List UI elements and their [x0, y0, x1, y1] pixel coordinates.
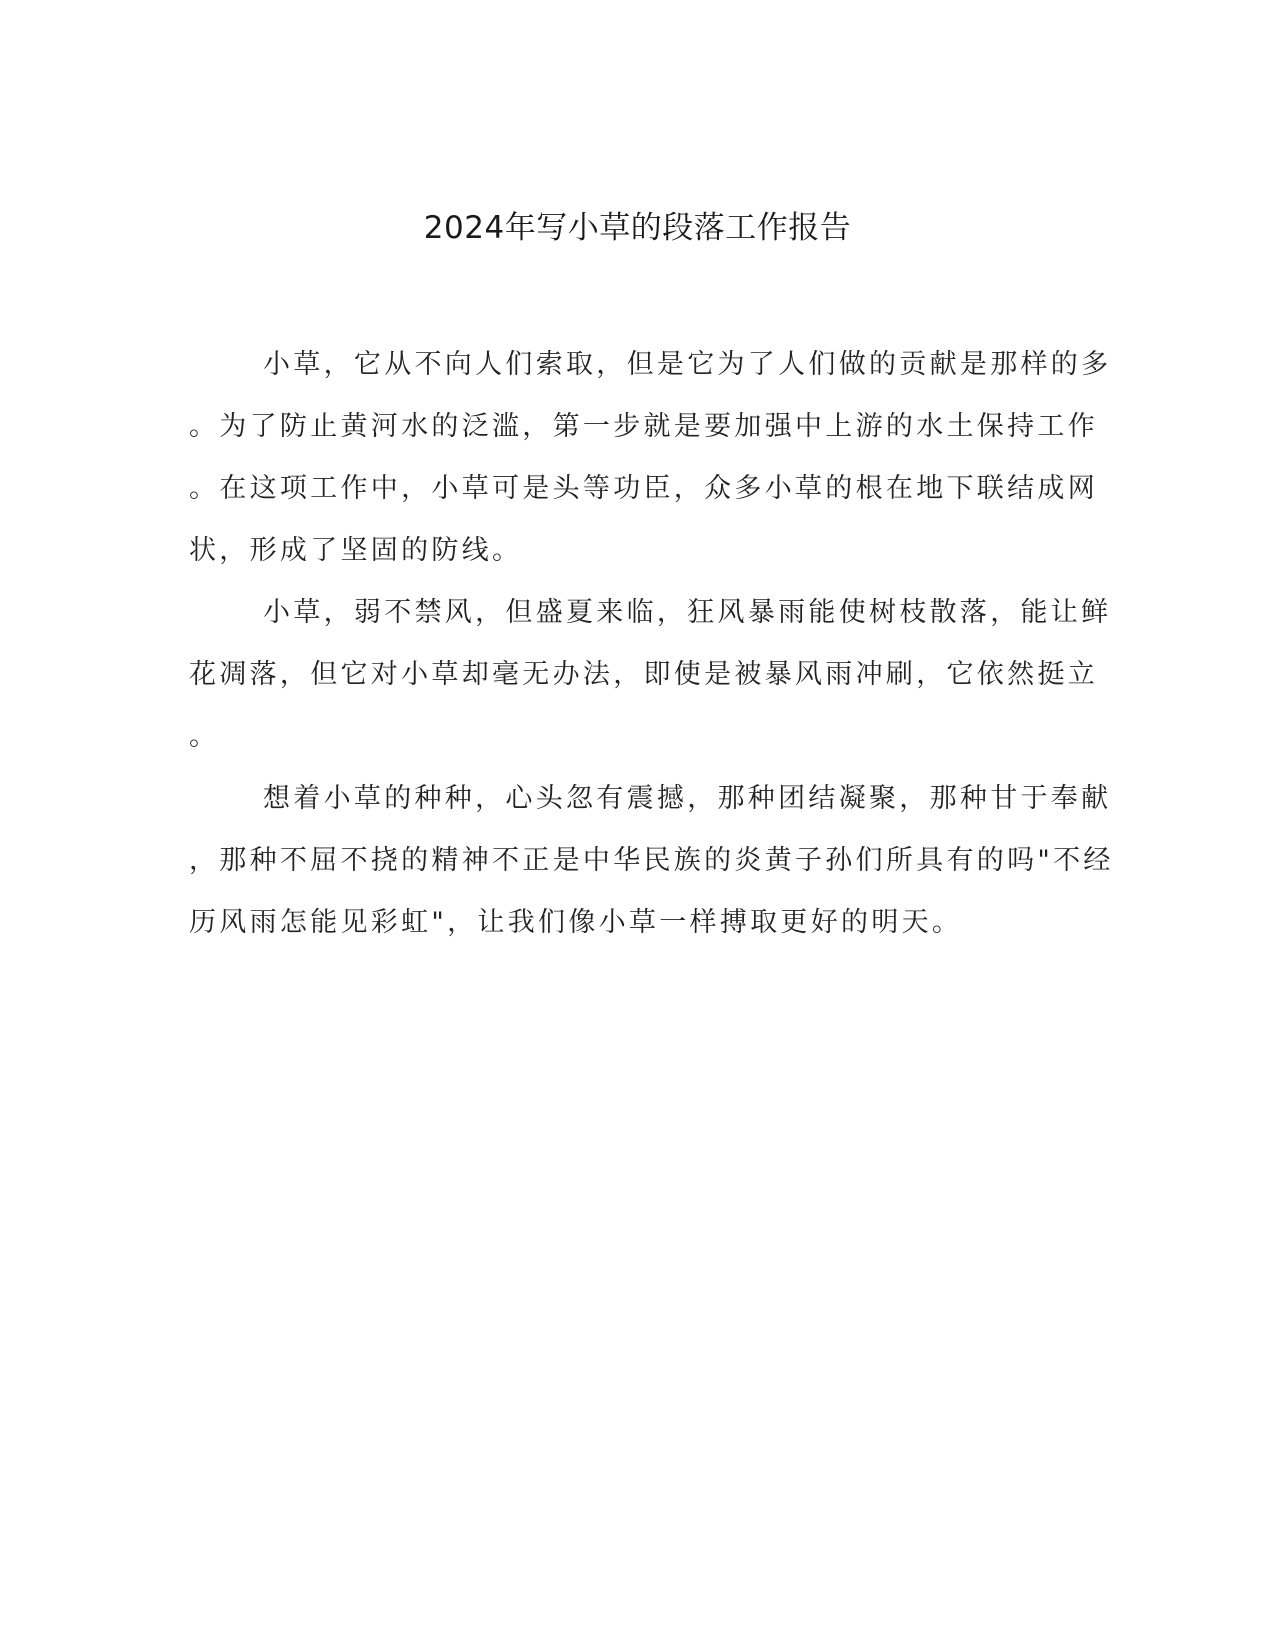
paragraph-line: 小草，它从不向人们索取，但是它为了人们做的贡献是那样的多	[263, 349, 1112, 380]
paragraph-1	[189, 334, 1112, 582]
paragraph-3	[189, 768, 1114, 954]
paragraph-line: 历风雨怎能见彩虹"，让我们像小草一样搏取更好的明天。	[189, 907, 963, 938]
paragraph-line: 小草，弱不禁风，但盛夏来临，狂风暴雨能使树枝散落，能让鲜	[263, 597, 1112, 628]
document-title: 2024年写小草的段落工作报告	[423, 210, 852, 246]
paragraph-2	[189, 582, 1112, 768]
paragraph-line: ，那种不屈不挠的精神不正是中华民族的炎黄子孙们所具有的吗"不经	[189, 845, 1114, 876]
paragraph-line: 。在这项工作中，小草可是头等功臣，众多小草的根在地下联结成网	[189, 473, 1098, 504]
paragraph-line: 花凋落，但它对小草却毫无办法，即使是被暴风雨冲刷，它依然挺立	[189, 659, 1098, 690]
paragraph-line: 状，形成了坚固的防线。	[189, 535, 523, 566]
paragraph-line: 。	[189, 721, 220, 752]
paragraph-line: 。为了防止黄河水的泛滥，第一步就是要加强中上游的水土保持工作	[189, 411, 1098, 442]
paragraph-line: 想着小草的种种，心头忽有震撼，那种团结凝聚，那种甘于奉献	[263, 783, 1112, 814]
document-body	[189, 334, 1114, 954]
